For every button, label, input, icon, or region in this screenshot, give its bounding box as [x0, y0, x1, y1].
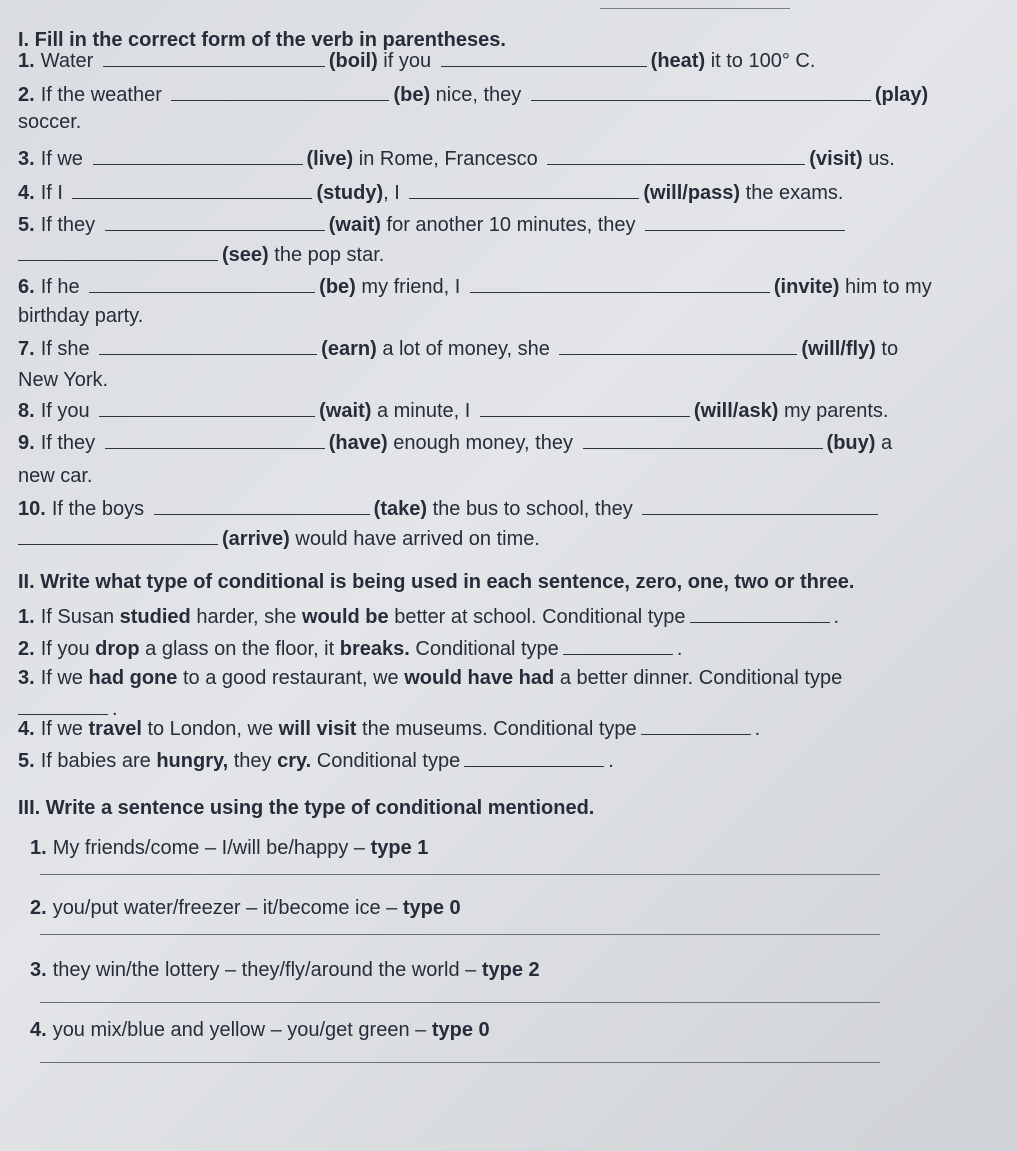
q-text: if you [383, 50, 432, 72]
s1-q7-cont: New York. [18, 369, 109, 391]
q-text: they win/the lottery – they/fly/around the world – [52, 959, 477, 981]
s2-q5 [18, 748, 614, 773]
period: . [833, 606, 840, 628]
verb-hint: (be) [393, 84, 431, 106]
answer-blank[interactable] [547, 146, 805, 165]
s1-q5 [18, 212, 849, 237]
answer-blank[interactable] [18, 526, 218, 545]
bold-verb: would be [301, 606, 389, 628]
q-text: If they [40, 214, 96, 236]
answer-blank[interactable] [154, 496, 370, 515]
answer-blank[interactable] [642, 496, 878, 515]
q-number: 4. [30, 1019, 47, 1041]
answer-blank[interactable] [171, 82, 389, 101]
q-number: 1. [18, 50, 35, 72]
s1-q6-cont: birthday party. [18, 305, 144, 327]
verb-hint: (take) [373, 498, 428, 520]
verb-hint: (play) [874, 84, 929, 106]
s1-q7 [18, 336, 898, 361]
period: . [676, 638, 683, 660]
answer-blank[interactable] [72, 180, 312, 199]
q-text: the bus to school, they [432, 498, 633, 520]
answer-blank[interactable] [464, 748, 604, 767]
q-number: 9. [18, 432, 35, 454]
verb-hint: (arrive) [222, 528, 290, 550]
verb-hint: (study) [316, 182, 384, 204]
q-text: If the boys [51, 498, 145, 520]
s1-q4 [18, 180, 843, 205]
answer-line[interactable] [40, 1002, 880, 1003]
q-text: enough money, they [393, 432, 573, 454]
s2-q4 [18, 716, 760, 741]
q-text: they [233, 750, 272, 772]
answer-blank[interactable] [441, 48, 647, 67]
period: . [608, 750, 614, 772]
bold-verb: will visit [278, 718, 357, 740]
answer-blank[interactable] [690, 604, 830, 623]
q-number: 2. [18, 638, 35, 660]
s3-q4 [30, 1018, 490, 1042]
top-rule [600, 8, 790, 9]
s1-q6 [18, 274, 932, 299]
q-number: 5. [18, 750, 35, 772]
q-text: If Susan [40, 606, 115, 628]
q-text: to a good restaurant, we [182, 667, 399, 689]
answer-blank[interactable] [563, 636, 673, 655]
q-text: If we [40, 148, 83, 170]
q-text: a minute, I [376, 400, 471, 422]
conditional-type: type 0 [431, 1019, 490, 1041]
section3-heading: III. Write a sentence using the type of conditional mentioned. [18, 797, 595, 819]
answer-blank[interactable] [93, 146, 303, 165]
answer-blank[interactable] [531, 82, 871, 101]
answer-blank[interactable] [480, 398, 690, 417]
q-text: a lot of money, she [382, 338, 550, 360]
answer-blank[interactable] [18, 242, 218, 261]
s1-q9 [18, 430, 892, 455]
answer-line[interactable] [40, 934, 880, 935]
q-text: it to 100° C. [710, 50, 816, 72]
q-text: If you [40, 400, 90, 422]
answer-blank[interactable] [89, 274, 315, 293]
conditional-type: type 1 [370, 837, 429, 859]
q-text: would have arrived on time. [295, 528, 540, 550]
answer-blank[interactable] [645, 212, 845, 231]
s1-q1 [18, 48, 815, 73]
q-number: 4. [18, 718, 35, 740]
answer-line[interactable] [40, 1062, 880, 1063]
answer-blank[interactable] [559, 336, 797, 355]
bold-verb: cry. [277, 750, 312, 772]
bold-verb: studied [119, 606, 191, 628]
q-text: for another 10 minutes, they [386, 214, 636, 236]
q-text: If we [40, 718, 83, 740]
q-text: harder, she [196, 606, 297, 628]
verb-hint: (will/pass) [643, 182, 741, 204]
q-number: 2. [18, 84, 35, 106]
q-text: my friend, I [361, 276, 461, 298]
q-text: you/put water/freezer – it/become ice – [52, 897, 398, 919]
answer-blank[interactable] [583, 430, 823, 449]
answer-blank[interactable] [641, 716, 751, 735]
bold-verb: travel [88, 718, 142, 740]
answer-blank[interactable] [99, 336, 317, 355]
q-number: 8. [18, 400, 35, 422]
q-text: If the weather [40, 84, 162, 106]
q-text: Conditional type [316, 750, 461, 772]
bold-verb: drop [95, 638, 140, 660]
q-text: If I [40, 182, 63, 204]
conditional-type: type 2 [481, 959, 540, 981]
q-number: 10. [18, 498, 46, 520]
q-text: If they [40, 432, 96, 454]
verb-hint: (wait) [319, 400, 372, 422]
q-number: 4. [18, 182, 35, 204]
s3-q3 [30, 958, 540, 982]
q-text: the exams. [745, 182, 844, 204]
q-text: If he [40, 276, 80, 298]
q-text: my parents. [783, 400, 889, 422]
verb-hint: (wait) [328, 214, 381, 236]
q-number: 1. [30, 837, 47, 859]
q-text: , I [383, 182, 400, 204]
q-text: nice, they [435, 84, 522, 106]
s2-q3 [18, 666, 842, 690]
verb-hint: (heat) [650, 50, 706, 72]
q-text: a better dinner. Conditional type [559, 667, 843, 689]
q-text: Conditional type [415, 638, 559, 660]
s1-q2 [18, 82, 928, 107]
q-text: to [881, 338, 899, 360]
bold-verb: hungry, [156, 750, 229, 772]
s1-q8 [18, 398, 888, 423]
section2-heading: II. Write what type of conditional is being used in each sentence, zero, one, two or three. [18, 571, 855, 593]
q-number: 3. [18, 148, 35, 170]
conditional-type: type 0 [402, 897, 461, 919]
q-number: 3. [18, 667, 35, 689]
verb-hint: (see) [222, 244, 269, 266]
verb-hint: (earn) [321, 338, 377, 360]
s1-q9-cont: new car. [18, 465, 93, 487]
q-number: 3. [30, 959, 47, 981]
s1-q3 [18, 146, 895, 171]
s1-q10-cont [18, 526, 540, 551]
verb-hint: (will/fly) [801, 338, 876, 360]
s2-q2 [18, 636, 682, 661]
q-text: If we [40, 667, 83, 689]
verb-hint: (visit) [809, 148, 863, 170]
q-text: the pop star. [274, 244, 385, 266]
answer-blank[interactable] [105, 212, 325, 231]
q-text: to London, we [147, 718, 274, 740]
q-text: in Rome, Francesco [358, 148, 538, 170]
bold-verb: had gone [88, 667, 178, 689]
verb-hint: (will/ask) [693, 400, 779, 422]
answer-blank[interactable] [18, 696, 108, 715]
q-text: you mix/blue and yellow – you/get green – [52, 1019, 427, 1041]
verb-hint: (live) [306, 148, 354, 170]
q-number: 5. [18, 214, 35, 236]
q-text: the museums. Conditional type [362, 718, 637, 740]
answer-line[interactable] [40, 874, 880, 875]
q-text: better at school. Conditional type [394, 606, 686, 628]
s1-q5-cont [18, 242, 384, 267]
answer-blank[interactable] [99, 398, 315, 417]
q-text: us. [868, 148, 895, 170]
q-text: a glass on the floor, it [145, 638, 335, 660]
s3-q2 [30, 896, 461, 920]
q-text: If you [40, 638, 90, 660]
bold-verb: would have had [404, 667, 555, 689]
section1-heading: I. Fill in the correct form of the verb in parentheses. [18, 29, 506, 51]
period: . [112, 698, 118, 720]
q-number: 2. [30, 897, 47, 919]
verb-hint: (have) [328, 432, 388, 454]
q-number: 7. [18, 338, 35, 360]
answer-blank[interactable] [470, 274, 770, 293]
answer-blank[interactable] [103, 48, 325, 67]
s3-q1 [30, 836, 428, 860]
q-text: My friends/come – I/will be/happy – [52, 837, 366, 859]
q-text: If babies are [40, 750, 151, 772]
q-text: If she [40, 338, 90, 360]
s1-q2-cont: soccer. [18, 111, 82, 133]
q-text: Water [40, 50, 94, 72]
answer-blank[interactable] [409, 180, 639, 199]
verb-hint: (buy) [826, 432, 876, 454]
q-text: him to my [845, 276, 932, 298]
verb-hint: (be) [319, 276, 356, 298]
s2-q1 [18, 604, 839, 629]
bold-verb: breaks. [339, 638, 410, 660]
answer-blank[interactable] [105, 430, 325, 449]
q-text: a [880, 432, 893, 454]
s1-q10 [18, 496, 882, 521]
verb-hint: (invite) [773, 276, 840, 298]
verb-hint: (boil) [328, 50, 378, 72]
q-number: 1. [18, 606, 35, 628]
period: . [754, 718, 761, 740]
q-number: 6. [18, 276, 35, 298]
